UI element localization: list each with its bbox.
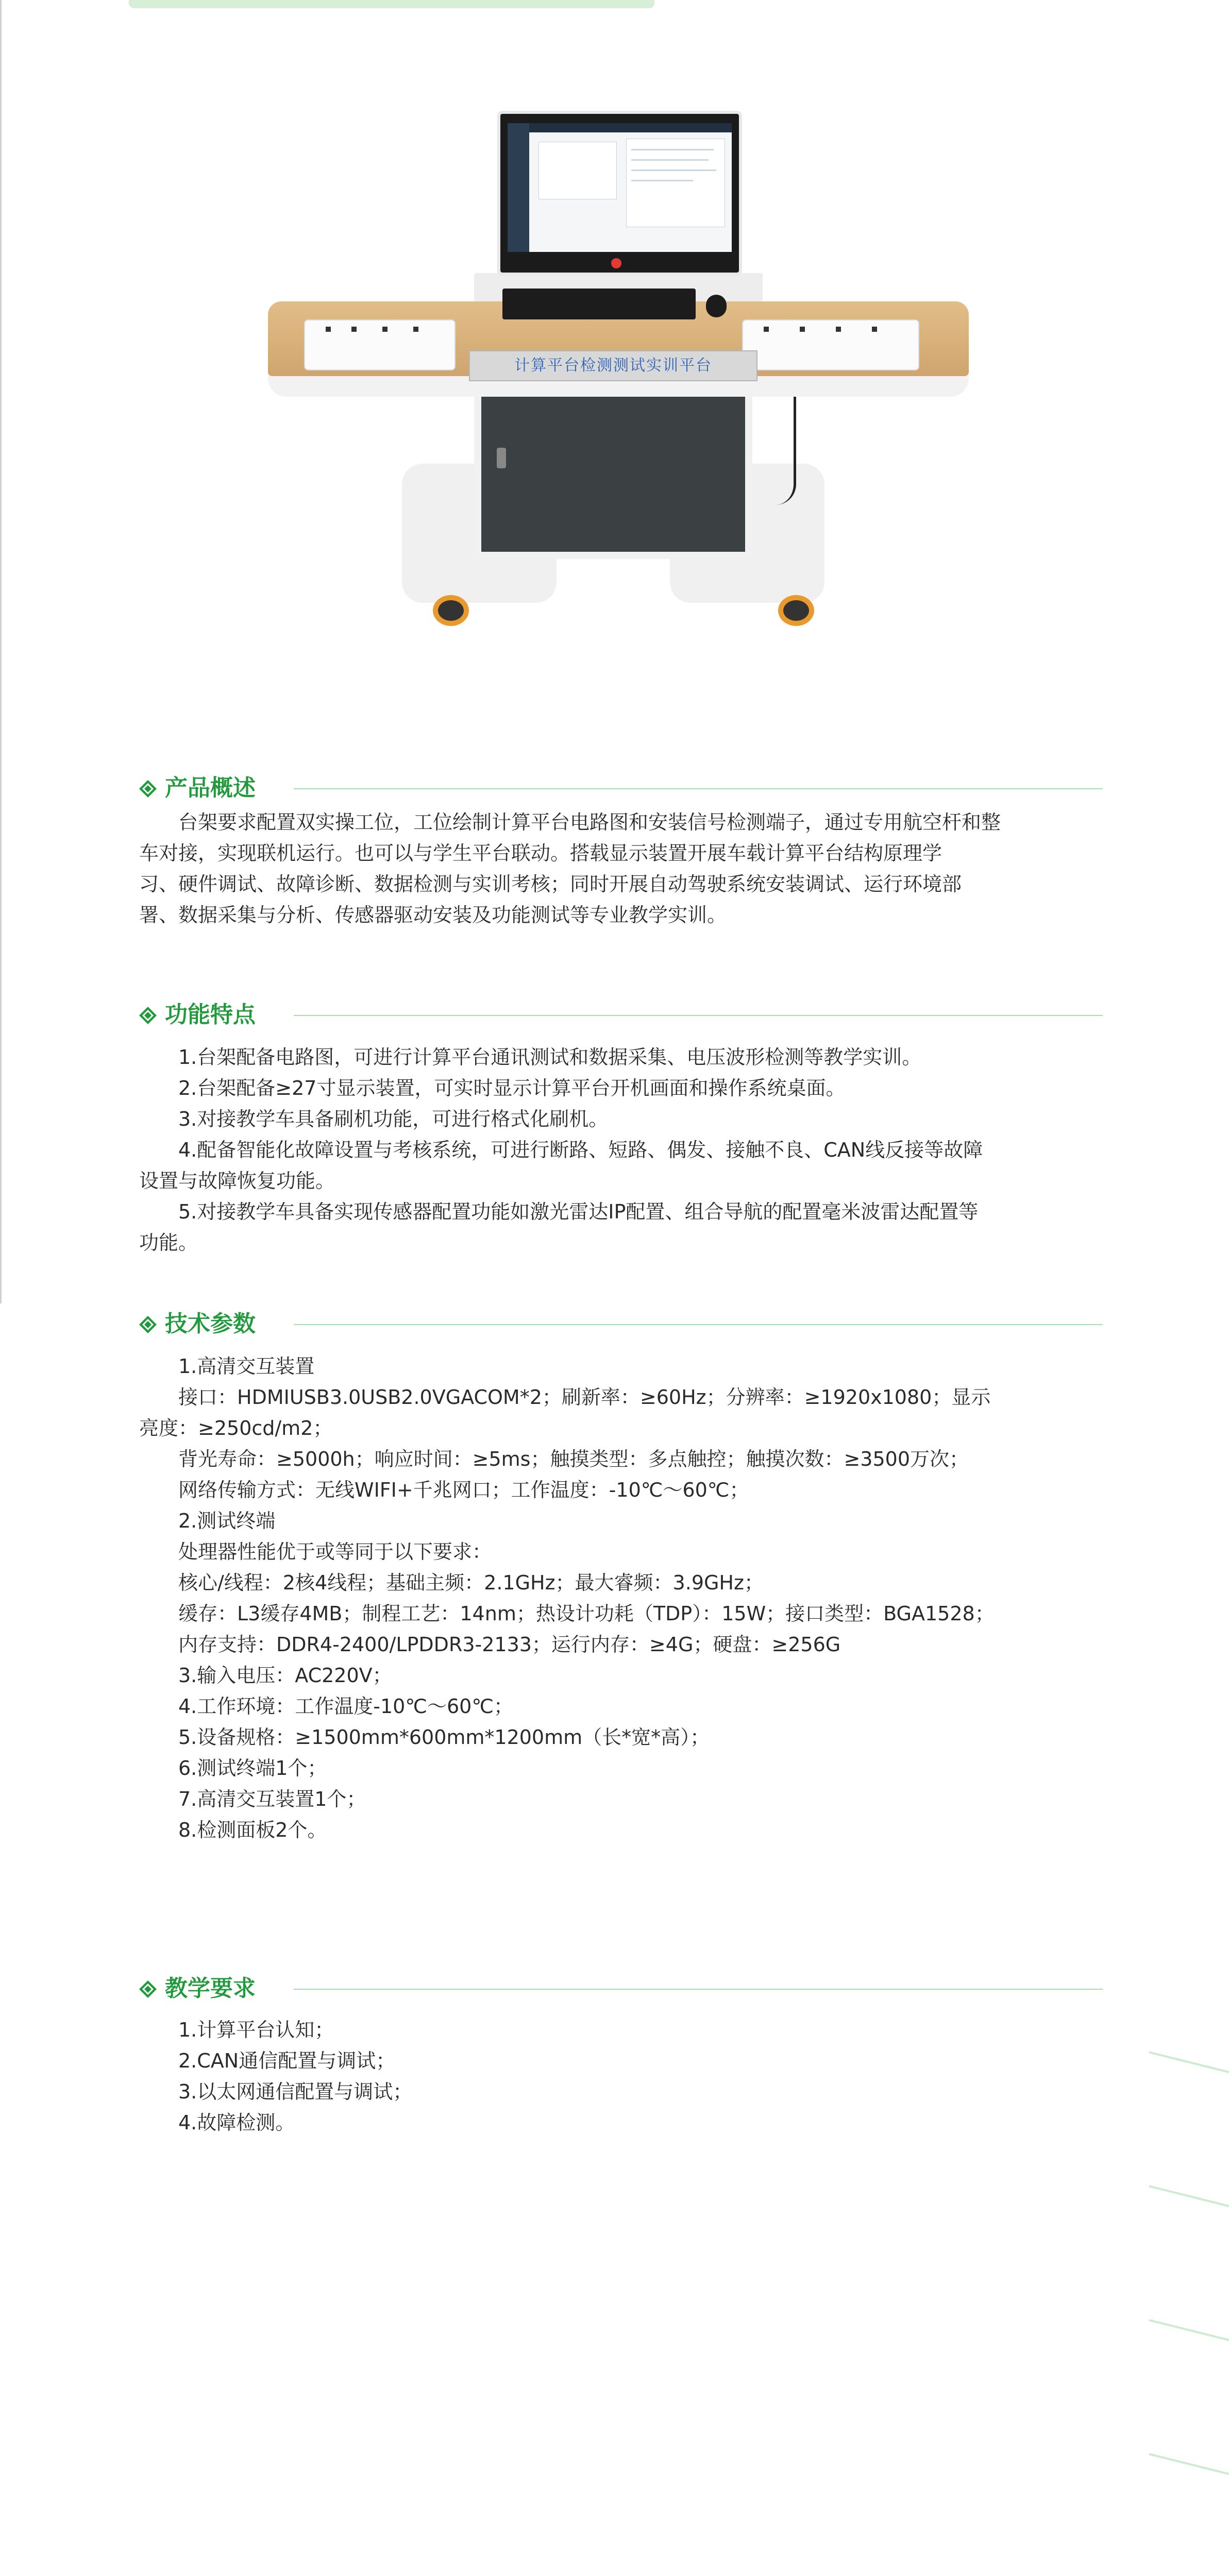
text-line: 缓存：L3缓存4MB；制程工艺：14nm；热设计功耗（TDP）：15W；接口类型：BGA1528； (178, 1602, 995, 1625)
text-line: 网络传输方式：无线WIFI+千兆网口；工作温度：-10℃～60℃； (178, 1479, 749, 1501)
detection-panel-left (304, 319, 456, 370)
text-line: 署、数据采集与分析、传感器驱动安装及功能测试等专业教学实训。 (139, 904, 727, 926)
text-line: 3.对接教学车具备刷机功能，可进行格式化刷机。 (178, 1108, 609, 1130)
section-header-overview (139, 773, 1103, 804)
section-header-features (139, 999, 1103, 1030)
cabinet-handle (497, 448, 506, 468)
section-title: 教学要求 (165, 1975, 256, 2002)
keyboard (502, 289, 696, 319)
text-line: 习、硬件调试、故障诊断、数据检测与实训考核；同时开展自动驾驶系统安装调试、运行环境部 (139, 873, 962, 895)
text-line: 功能。 (139, 1231, 198, 1254)
text-line: 6.测试终端1个； (178, 1757, 327, 1780)
decorative-stroke (1149, 2051, 1229, 2073)
text-line: 台架要求配置双实操工位，工位绘制计算平台电路图和安装信号检测端子，通过专用航空杆和整 (178, 811, 1001, 834)
section-title: 功能特点 (165, 1002, 256, 1028)
brand-logo-icon (611, 258, 621, 268)
section-rule (294, 1015, 1103, 1016)
text-line: 5.设备规格：≥1500mm*600mm*1200mm（长*宽*高）； (178, 1726, 710, 1749)
diamond-icon (139, 780, 157, 798)
text-line: 设置与故障恢复功能。 (139, 1170, 335, 1192)
text-line: 背光寿命：≥5000h；响应时间：≥5ms；触摸类型：多点触控；触摸次数：≥3500万次； (178, 1448, 969, 1470)
section-rule (294, 1324, 1103, 1325)
left-edge-rule (0, 0, 2, 1303)
text-line: 2.测试终端 (178, 1510, 276, 1532)
text-line: 3.以太网通信配置与调试； (178, 2080, 413, 2103)
text-line: 内存支持：DDR4-2400/LPDDR3-2133；运行内存：≥4G；硬盘：≥256G (178, 1633, 841, 1656)
text-line: 7.高清交互装置1个； (178, 1788, 366, 1810)
monitor-screen (508, 123, 732, 252)
monitor (497, 111, 742, 276)
text-line: 5.对接教学车具备实现传感器配置功能如激光雷达IP配置、组合导航的配置毫米波雷达配置等 (178, 1200, 979, 1223)
text-line: 2.CAN通信配置与调试； (178, 2049, 396, 2072)
product-name-plate: 计算平台检测测试实训平台 (469, 350, 757, 381)
text-line: 1.台架配备电路图，可进行计算平台通讯测试和数据采集、电压波形检测等教学实训。 (178, 1046, 922, 1069)
product-image (258, 103, 979, 649)
detection-panel-right (742, 319, 919, 370)
cabinet (474, 384, 752, 559)
mouse (706, 295, 727, 317)
text-line: 4.配备智能化故障设置与考核系统，可进行断路、短路、偶发、接触不良、CAN线反接等故障 (178, 1139, 983, 1161)
section-header-teaching (139, 1973, 1103, 2004)
top-accent-bar (129, 0, 654, 8)
section-title: 技术参数 (165, 1311, 256, 1337)
wheel (778, 595, 814, 626)
section-rule (294, 1989, 1103, 1990)
overview-paragraph (139, 807, 1103, 930)
text-line: 核心/线程：2核4线程；基础主频：2.1GHz；最大睿频：3.9GHz； (178, 1571, 764, 1594)
text-line: 4.工作环境：工作温度-10℃～60℃； (178, 1695, 514, 1718)
specs-paragraph (139, 1351, 1103, 1845)
text-line: 4.故障检测。 (178, 2111, 295, 2134)
section-rule (294, 788, 1103, 789)
text-line: 1.高清交互装置 (178, 1355, 315, 1378)
text-line: 处理器性能优于或等同于以下要求： (178, 1540, 492, 1563)
text-line: 8.检测面板2个。 (178, 1819, 327, 1841)
text-line: 车对接，实现联机运行。也可以与学生平台联动。搭载显示装置开展车载计算平台结构原理学 (139, 842, 942, 865)
features-paragraph (139, 1042, 1103, 1258)
wheel (433, 595, 469, 626)
text-line: 接口：HDMIUSB3.0USB2.0VGACOM*2；刷新率：≥60Hz；分辨率：≥1920x1080；显示 (178, 1386, 991, 1409)
section-title: 产品概述 (165, 775, 256, 801)
decorative-stroke (1149, 2453, 1229, 2475)
text-line: 亮度：≥250cd/m2； (139, 1417, 333, 1439)
decorative-stroke (1149, 2185, 1229, 2207)
decorative-stroke (1149, 2319, 1229, 2341)
diamond-icon (139, 1980, 157, 1998)
diamond-icon (139, 1316, 157, 1333)
text-line: 3.输入电压：AC220V； (178, 1664, 392, 1687)
section-header-specs (139, 1309, 1103, 1340)
teaching-paragraph (139, 2014, 1103, 2138)
diamond-icon (139, 1007, 157, 1024)
text-line: 2.台架配备≥27寸显示装置，可实时显示计算平台开机画面和操作系统桌面。 (178, 1077, 846, 1099)
text-line: 1.计算平台认知； (178, 2019, 334, 2041)
